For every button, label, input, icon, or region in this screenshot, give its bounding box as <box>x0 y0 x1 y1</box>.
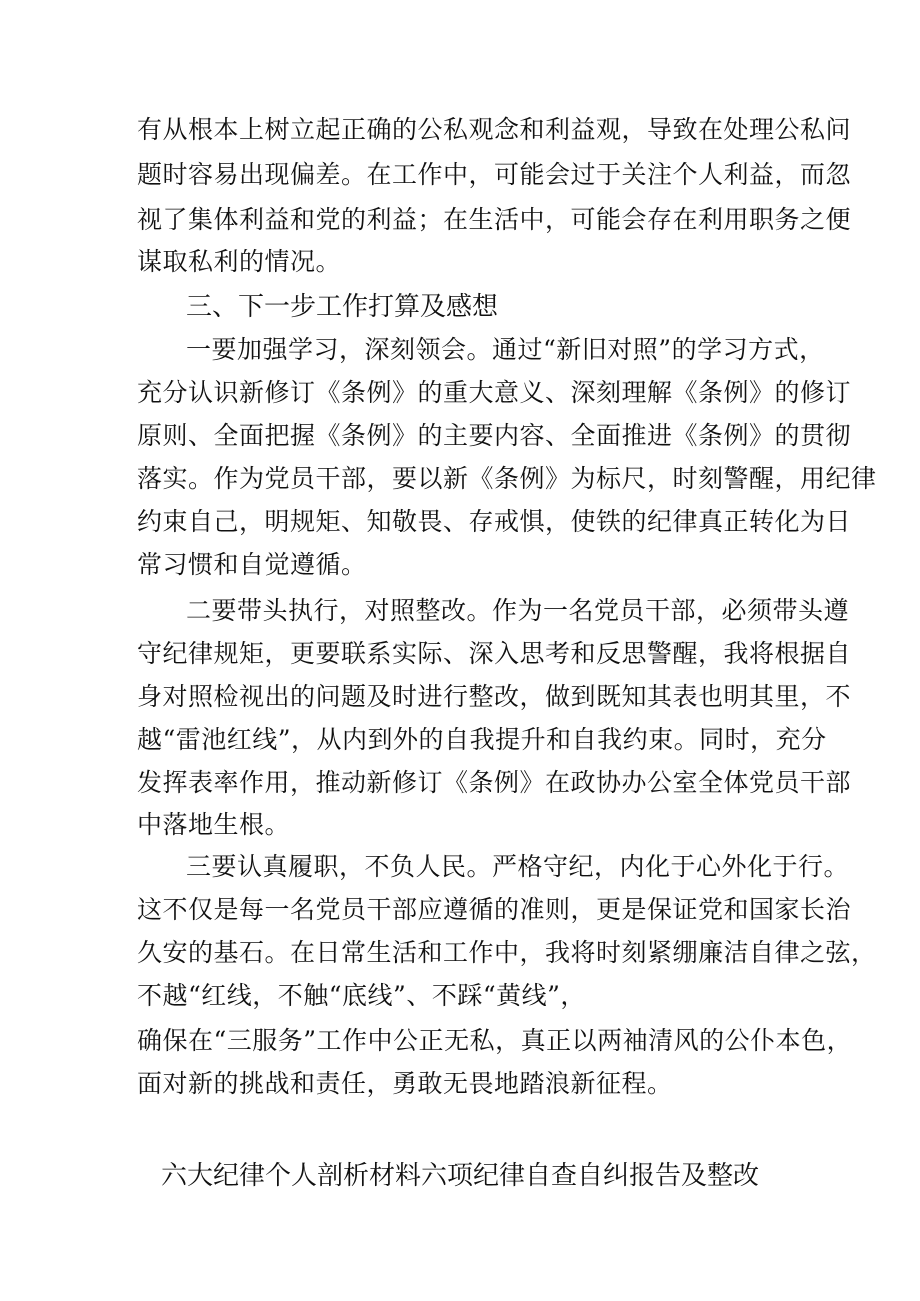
body-line: 久安的基石。在日常生活和工作中，我将时刻紧绷廉洁自律之弦， <box>137 938 877 967</box>
body-line: 中落地生根。 <box>137 810 291 839</box>
body-line: 面对新的挑战和责任，勇敢无畏地踏浪新征程。 <box>137 1069 673 1098</box>
body-line: 落实。作为党员干部，要以新《条例》为标尺，时刻警醒，用纪律 <box>137 464 877 493</box>
body-line: 越“雷池红线”，从内到外的自我提升和自我约束。同时，充分 <box>137 725 827 754</box>
body-line: 发挥表率作用，推动新修订《条例》在政协办公室全体党员干部 <box>137 768 852 797</box>
body-line: 充分认识新修订《条例》的重大意义、深刻理解《条例》的修订 <box>137 378 852 407</box>
body-line: 这不仅是每一名党员干部应遵循的准则，更是保证党和国家长治 <box>137 895 852 924</box>
paragraph-first-line: 三要认真履职，不负人民。严格守纪，内化于心外化于行。 <box>186 852 850 881</box>
body-line: 有从根本上树立起正确的公私观念和利益观，导致在处理公私问 <box>137 115 852 144</box>
body-line: 题时容易出现偏差。在工作中，可能会过于关注个人利益，而忽 <box>137 160 852 189</box>
body-line: 身对照检视出的问题及时进行整改，做到既知其表也明其里，不 <box>137 682 852 711</box>
body-line: 约束自己，明规矩、知敬畏、存戒惧，使铁的纪律真正转化为日 <box>137 507 852 536</box>
body-line: 常习惯和自觉遵循。 <box>137 550 367 579</box>
body-line: 原则、全面把握《条例》的主要内容、全面推进《条例》的贯彻 <box>137 421 852 450</box>
next-document-title: 六大纪律个人剖析材料六项纪律自查自纠报告及整改 <box>160 1161 759 1191</box>
paragraph-first-line: 二要带头执行，对照整改。作为一名党员干部，必须带头遵 <box>186 596 850 625</box>
body-line: 确保在“三服务”工作中公正无私，真正以两袖清风的公仆本色， <box>137 1026 853 1055</box>
section-heading: 三、下一步工作打算及感想 <box>186 292 499 322</box>
body-line: 不越“红线，不触“底线”、不踩“黄线”， <box>137 981 586 1010</box>
body-line: 视了集体利益和党的利益；在生活中，可能会存在利用职务之便 <box>137 205 852 234</box>
paragraph-first-line: 一要加强学习，深刻领会。通过“新旧对照”的学习方式， <box>186 335 825 364</box>
body-line: 谋取私利的情况。 <box>137 247 342 276</box>
body-line: 守纪律规矩，更要联系实际、深入思考和反思警醒，我将根据自 <box>137 639 852 668</box>
